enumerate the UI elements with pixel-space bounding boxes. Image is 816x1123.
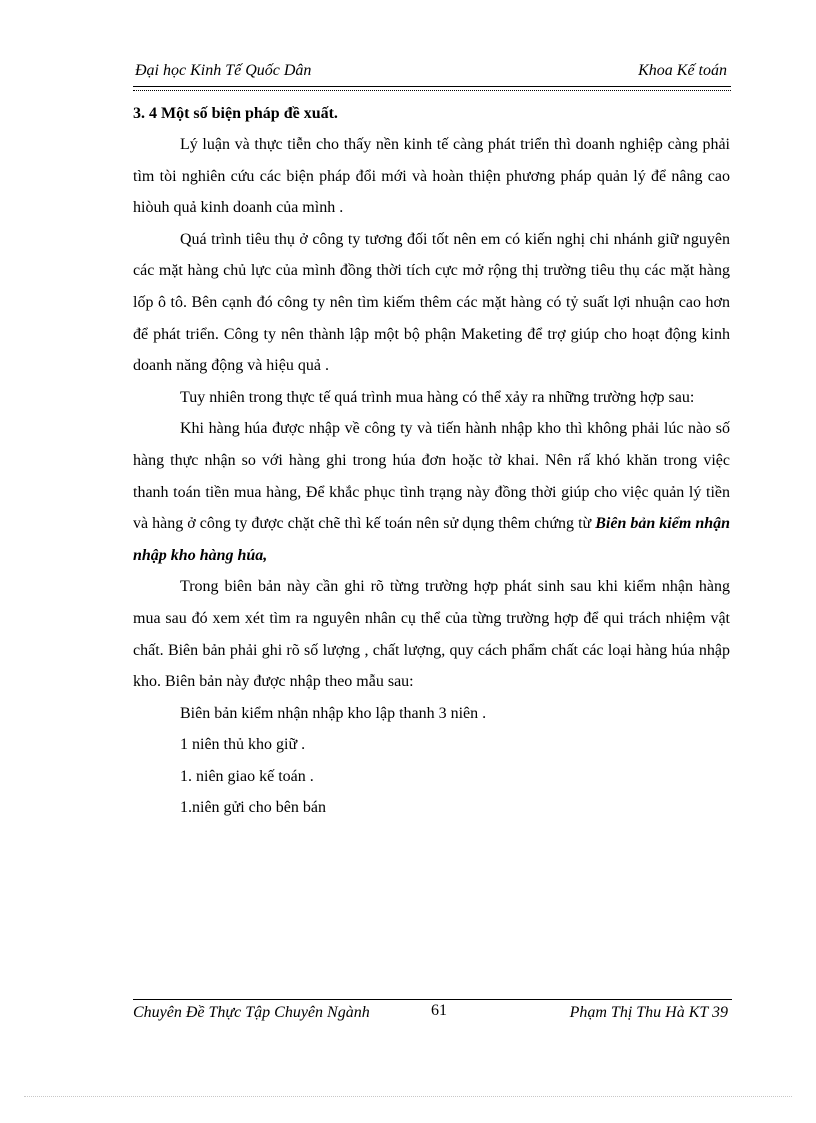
paragraph-6: Biên bản kiểm nhận nhập kho lập thanh 3 niên . — [180, 704, 487, 722]
header-university: Đại học Kinh Tế Quốc Dân — [135, 62, 312, 79]
paragraph-2: Quá trình tiêu thụ ở công ty tương đối tốt nên em có kiến nghị chi nhánh giữ nguyên các mặt hàng chủ lực của mình đồng thời tích cực mở rộng thị trường tiêu thụ các mặt hàng lốp ô tô. Bên cạnh đó công ty nên tìm kiếm thêm các mặt hàng có tỷ suất lợi nhuận cao hơn để phát triển. Công ty nên thành lập một bộ phận Maketing để trợ giúp cho hoạt động kinh doanh năng động và hiệu quả . — [133, 230, 730, 375]
list-item: 1. niên giao kế toán . — [180, 767, 314, 785]
paragraph-4 — [133, 413, 730, 571]
footer-title: Chuyên Đề Thực Tập Chuyên Ngành — [133, 1004, 370, 1021]
footer-author: Phạm Thị Thu Hà KT 39 — [569, 1004, 728, 1021]
section-heading: 3. 4 Một số biện pháp đề xuất. — [133, 105, 338, 122]
footer-divider — [133, 999, 732, 1000]
paragraph-4-emphasis: Biên bản kiểm nhận nhập kho hàng húa, — [133, 515, 731, 564]
page-header — [133, 62, 731, 88]
list-item: 1.niên gửi cho bên bán — [180, 799, 326, 817]
paragraph-1: Lý luận và thực tiễn cho thấy nền kinh tế càng phát triển thì doanh nghiệp càng phải tìm tòi nghiên cứu các biện pháp đổi mới và hoàn thiện phương pháp quản lý để nâng cao hiòuh quả kinh doanh của mình . — [133, 136, 730, 217]
page-number: 61 — [431, 1002, 447, 1019]
paragraph-4-text: Khi hàng húa được nhập về công ty và tiến hành nhập kho thì không phải lúc nào số hàng thực nhận so với hàng ghi trong húa đơn hoặc tờ khai. Nên rấ khó khăn trong việc thanh toán tiền mua hàng, Để khắc phục tình trạng này đồng thời giúp cho việc quản lý tiền và hàng ở công ty được chặt chẽ thì kế toán nên sử dụng thêm chứng từ — [133, 420, 730, 533]
paragraph-5: Trong biên bản này cần ghi rõ từng trường hợp phát sinh sau khi kiểm nhận hàng mua sau đó xem xét tìm ra nguyên nhân cụ thể của từng trường hợp để qui trách nhiệm vật chất. Biên bản phải ghi rõ số lượng , chất lượng, quy cách phẩm chất các loại hàng húa nhập kho. Biên bản này được nhập theo mẫu sau: — [133, 578, 730, 691]
header-faculty: Khoa Kế toán — [638, 62, 727, 79]
header-divider — [133, 86, 731, 91]
document-body — [133, 98, 730, 824]
page-edge — [24, 1096, 792, 1097]
page-footer — [133, 1004, 732, 1028]
paragraph-3: Tuy nhiên trong thực tế quá trình mua hàng có thể xảy ra những trường hợp sau: — [180, 388, 695, 406]
list-item: 1 niên thủ kho giữ . — [180, 736, 306, 754]
